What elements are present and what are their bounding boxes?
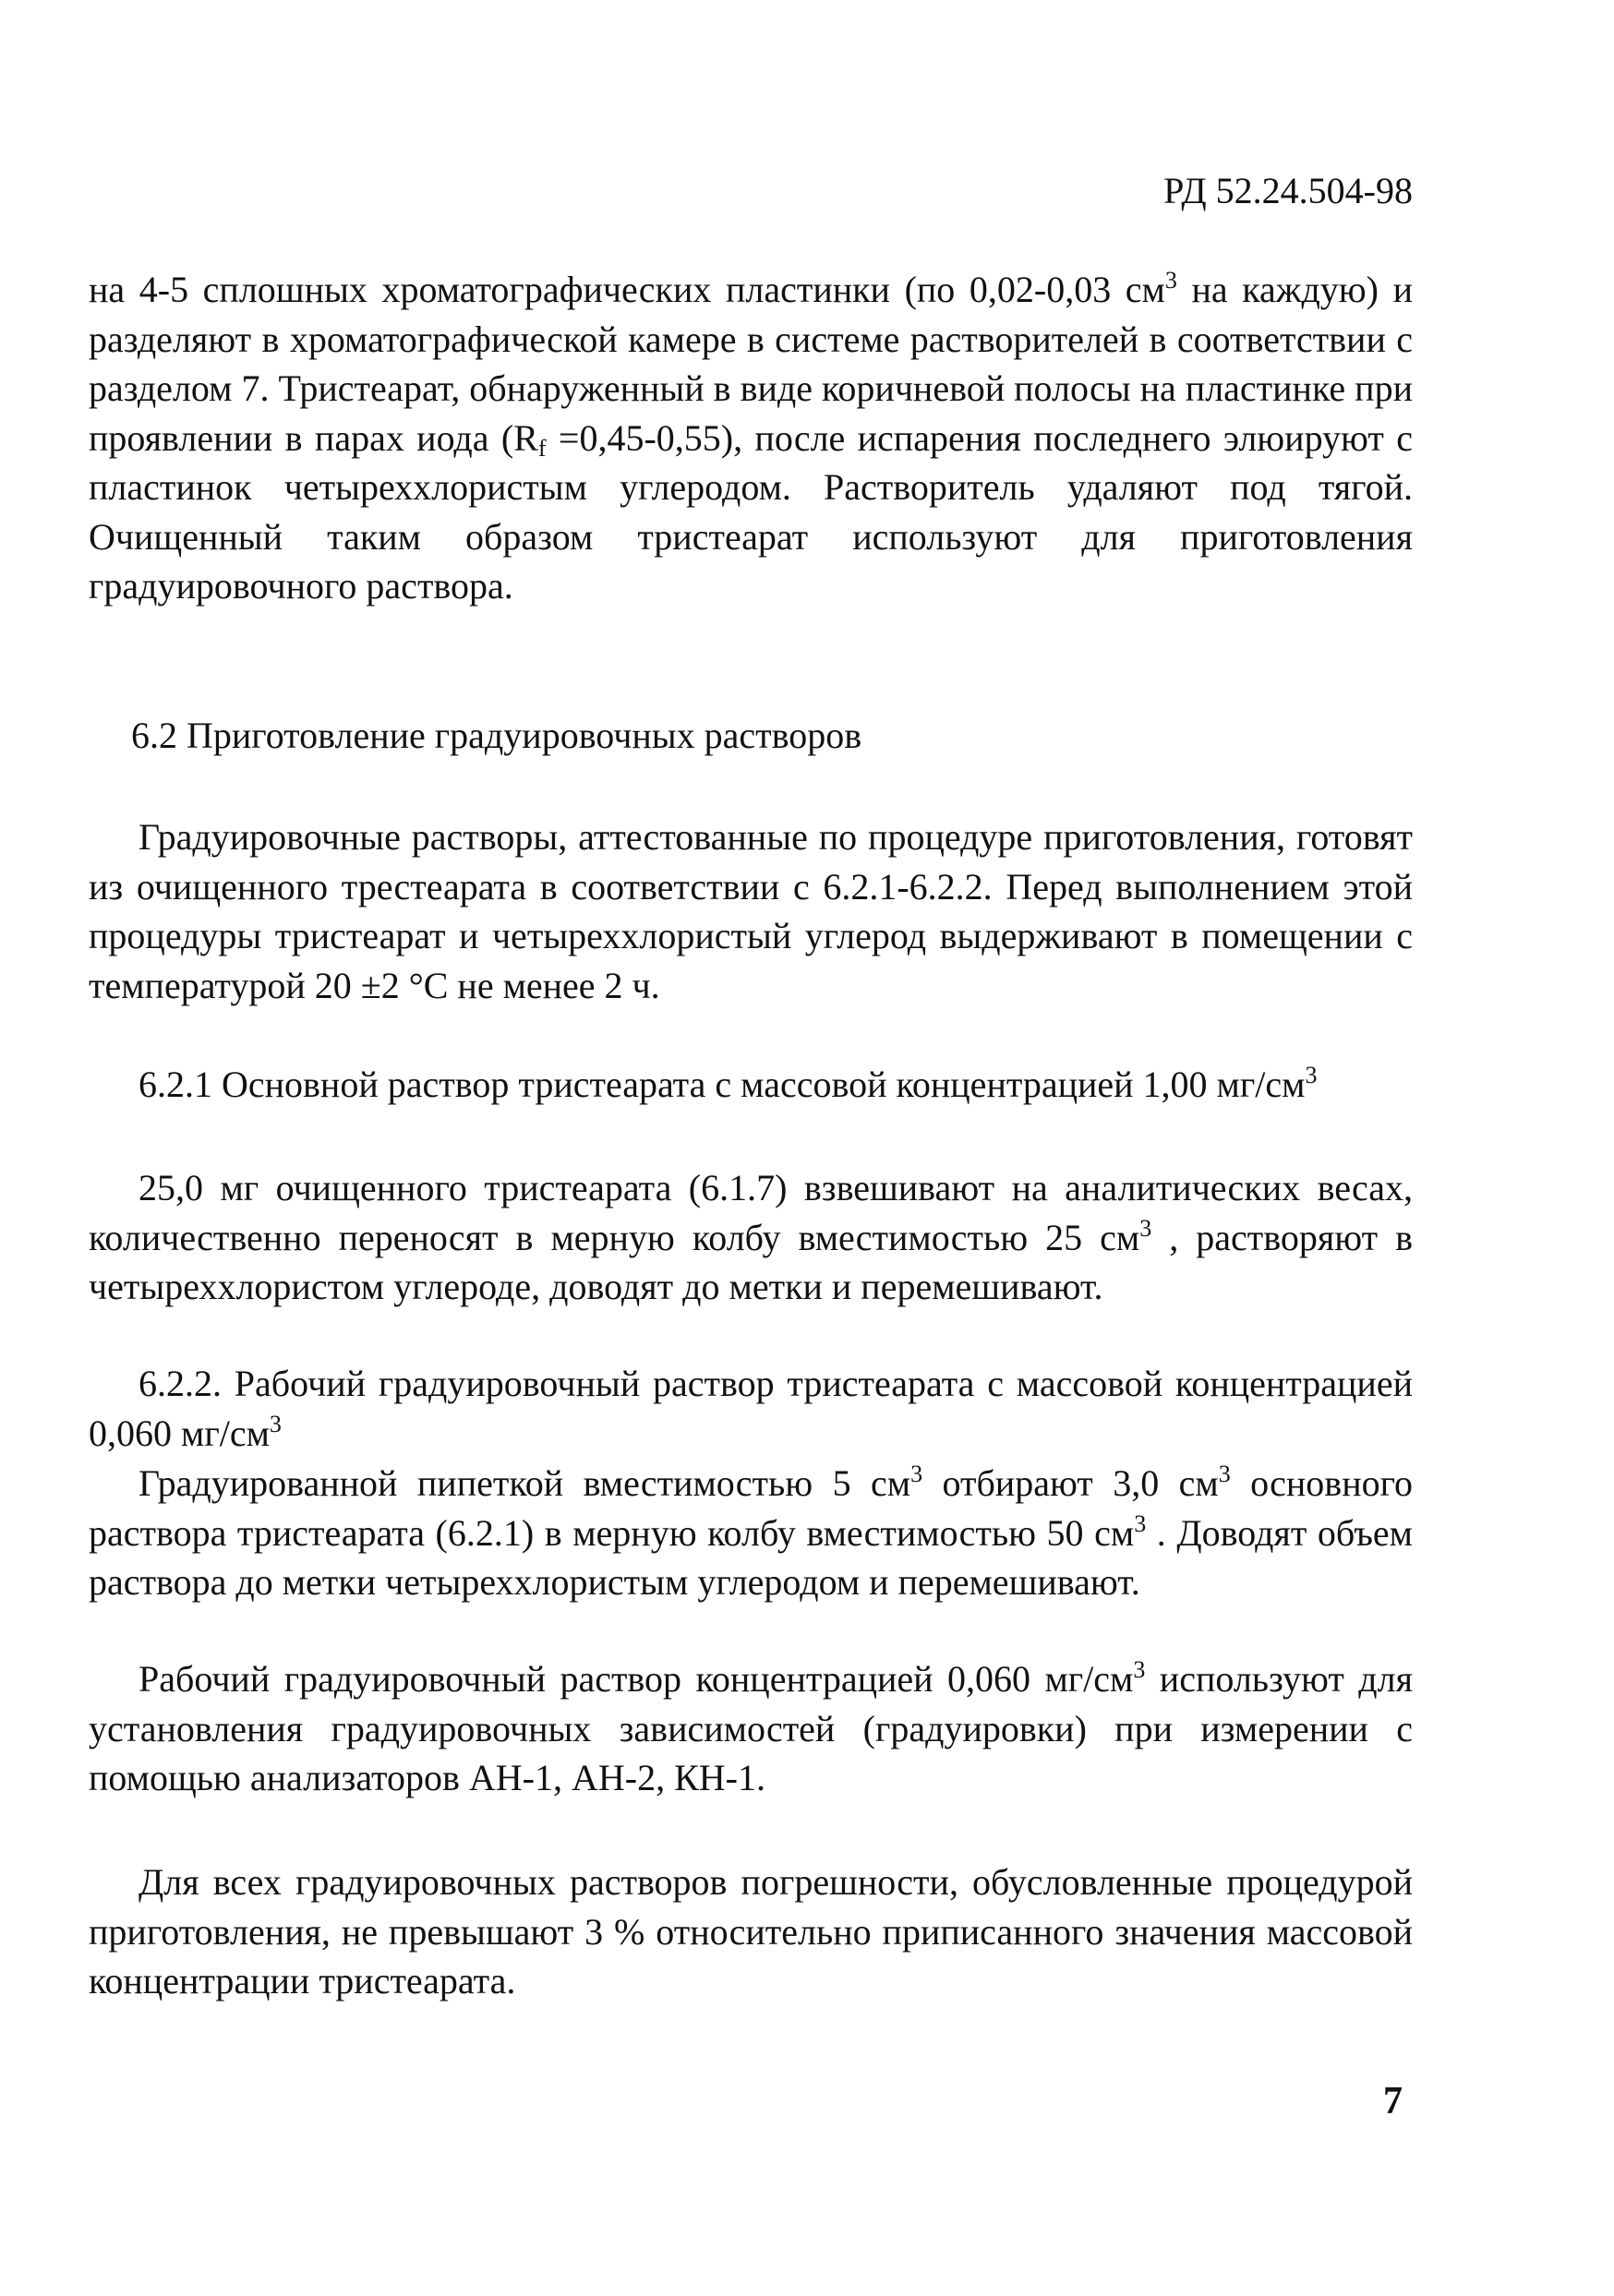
superscript: 3 [1305, 1062, 1318, 1088]
section-6-2-1-heading [89, 1060, 1413, 1110]
text: используют для установления градуировочных зависимостей (градуировки) при измерении с помощью анализаторов АН-1, АН-2, КН-1. [89, 1658, 1414, 1798]
section-6-2-heading: 6.2 Приготовление градуировочных растворов [131, 715, 862, 756]
paragraph-calibration-intro [89, 812, 1413, 1010]
subscript: f [537, 434, 547, 462]
superscript: 3 [910, 1461, 923, 1487]
page-number: 7 [1383, 2080, 1403, 2122]
superscript: 3 [1164, 267, 1177, 294]
text: 6.2.2. Рабочий градуировочный раствор тристеарата с массовой концентрацией 0,060 мг/см [89, 1363, 1413, 1454]
superscript: 3 [1134, 1509, 1147, 1537]
paragraph-working-solution-usage [89, 1654, 1413, 1803]
text: основного раствора тристеарата (6.2.1) в мерную колбу вместимостью 50 см [89, 1462, 1414, 1554]
text: 6.2.1 Основной раствор тристеарата с массовой концентрацией 1,00 мг/см [139, 1064, 1306, 1105]
text: на 4-5 сплошных хроматографических пластинки (по 0,02-0,03 см [89, 269, 1165, 310]
superscript: 3 [269, 1410, 282, 1437]
paragraph-purification [89, 265, 1413, 611]
text: Градуировочные растворы, аттестованные по процедуре приготовления, готовят из очищенного трестеарата в соответствии с 6.2.1-6.2.2. Перед выполнением этой процедуры тристеарат и четыреххлористый углерод выдерживают в помещении с температурой 20 ±2 °С не менее 2 ч. [89, 816, 1413, 1006]
text: Градуированной пипеткой вместимостью 5 см [139, 1462, 911, 1504]
text: =0,45-0,55), после испарения последнего элюируют с пластинок четыреххлористым углеродом. Растворитель удаляют под тягой. Очищенный таким образом тристеарат используют для приготовления градуировочного раствора. [89, 416, 1413, 607]
text: . Доводят объем раствора до метки четыреххлористым углеродом и перемешивают. [89, 1511, 1413, 1603]
text: Рабочий градуировочный раствор концентрацией 0,060 мг/см [139, 1658, 1134, 1700]
text: 25,0 мг очищенного тристеарата (6.1.7) взвешивают на аналитических весах, количественно переносят в мерную колбу вместимостью 25 см [89, 1167, 1413, 1258]
paragraph-working-solution [89, 1459, 1413, 1607]
document-number-header: РД 52.24.504-98 [1163, 170, 1413, 211]
superscript: 3 [1139, 1214, 1152, 1242]
text: на каждую) и разделяют в хроматографической камере в системе растворителей в соответствии с разделом 7. Тристеарат, обнаруженный в виде коричневой полосы на пластинке при проявлении в парах иода (R [89, 269, 1414, 459]
text: , растворяют в четыреххлористом углероде, доводят до метки и перемешивают. [89, 1216, 1413, 1307]
superscript: 3 [1133, 1656, 1146, 1683]
section-6-2-2-heading [89, 1359, 1413, 1458]
text: Для всех градуировочных растворов погрешности, обусловленные процедурой приготовления, не превышают 3 % относительно приписанного значения массовой концентрации тристеарата. [89, 1861, 1413, 2001]
superscript: 3 [1218, 1461, 1231, 1487]
text: отбирают 3,0 см [922, 1462, 1219, 1504]
paragraph-errors [89, 1857, 1413, 2006]
paragraph-stock-solution [89, 1163, 1413, 1312]
